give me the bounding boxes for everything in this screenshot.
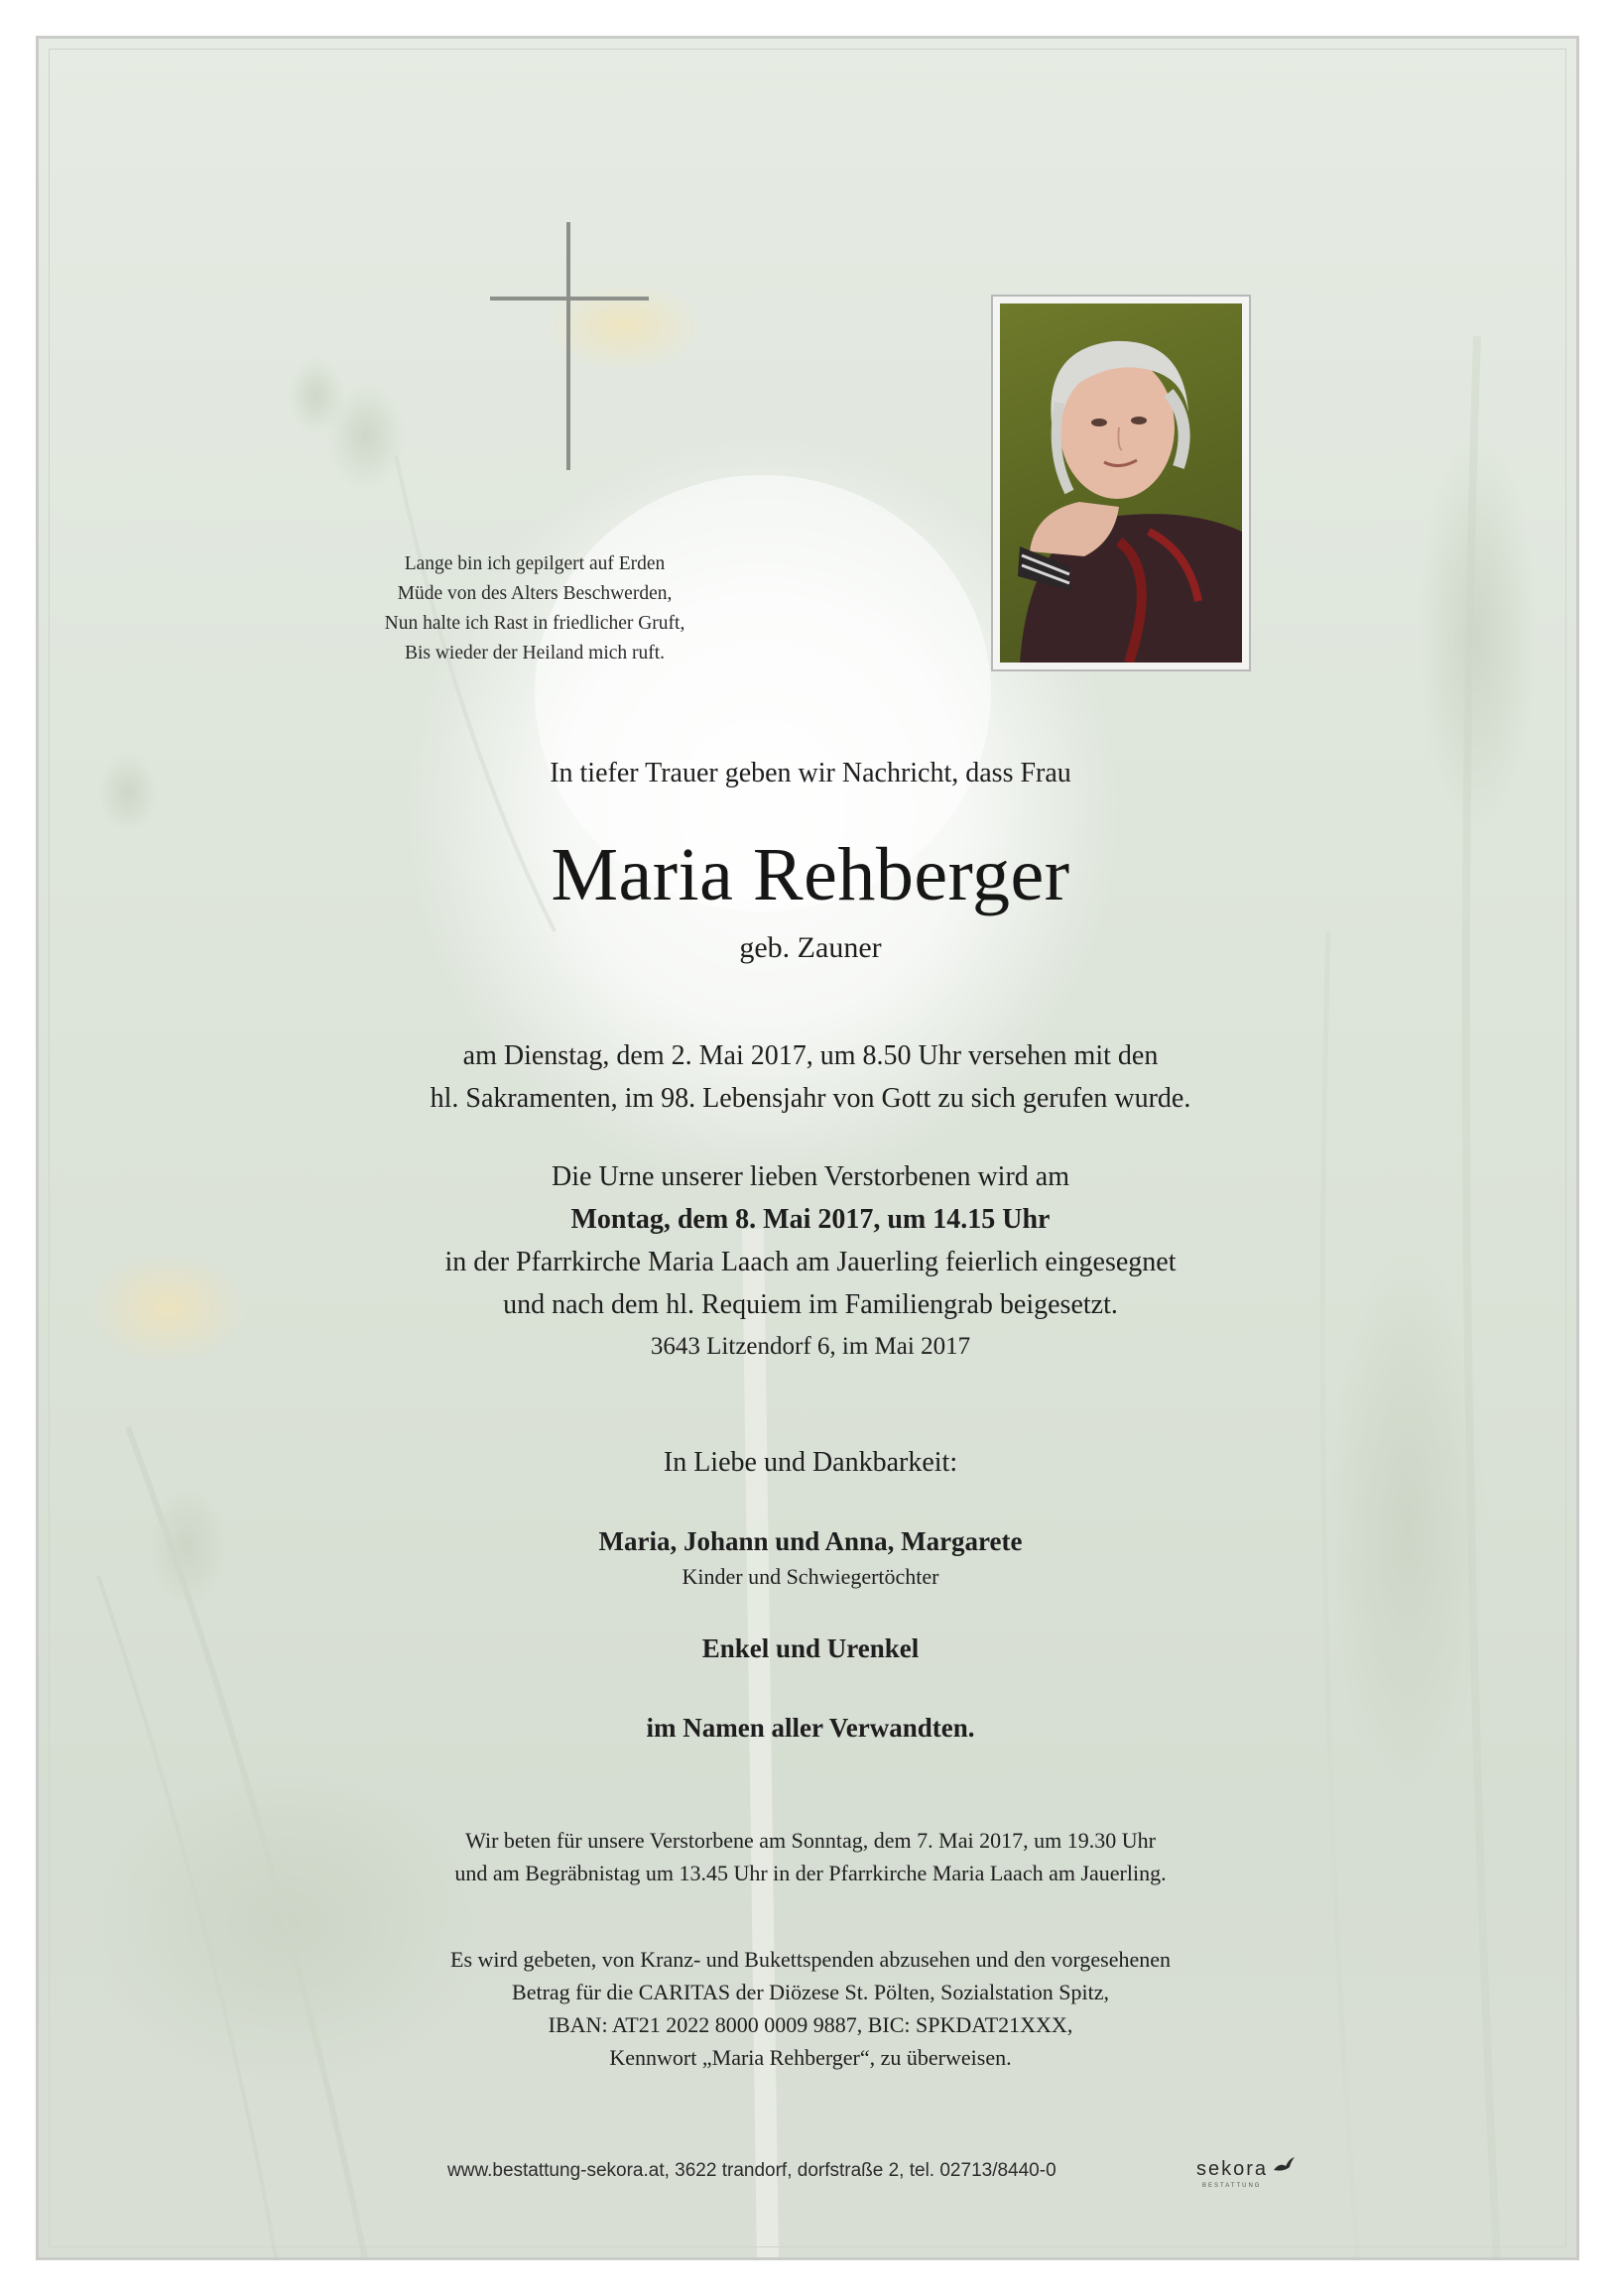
poem-line: Müde von des Alters Beschwerden, <box>397 583 673 604</box>
donation-notice <box>39 1943 1579 2074</box>
portrait-frame <box>991 295 1251 671</box>
poem-line: Bis wieder der Heiland mich ruft. <box>404 643 666 664</box>
logo-subtitle: BESTATTUNG <box>1202 2183 1262 2189</box>
obituary-sheet <box>36 36 1579 2260</box>
mourners-relatives: im Namen aller Verwandten. <box>646 1713 975 1743</box>
death-line: am Dienstag, dem 2. Mai 2017, um 8.50 Uhr versehen mit den <box>462 1040 1159 1071</box>
death-notice <box>39 1034 1579 1120</box>
logo-wordmark: sekora <box>1196 2158 1269 2180</box>
donation-line: Kennwort „Maria Rehberger“, zu überweisen. <box>609 2045 1012 2070</box>
deceased-name: Maria Rehberger <box>551 833 1070 916</box>
prayer-notice <box>39 1824 1579 1889</box>
prayer-line: und am Begräbnistag um 13.45 Uhr in der Pfarrkirche Maria Laach am Jauerling. <box>454 1861 1167 1885</box>
poem-line: Nun halte ich Rast in friedlicher Gruft, <box>384 613 685 634</box>
mourners-children: Maria, Johann und Anna, Margarete <box>598 1526 1023 1556</box>
mourners-children-role: Kinder und Schwiegertöchter <box>682 1564 939 1589</box>
poem <box>346 549 723 668</box>
donation-line: Betrag für die CARITAS der Diözese St. Pölten, Sozialstation Spitz, <box>512 1980 1109 2004</box>
sekora-logo <box>1196 2156 1305 2196</box>
footer <box>39 2156 1579 2196</box>
mourners-grandchildren: Enkel und Urenkel <box>701 1633 920 1663</box>
burial-line: und nach dem hl. Requiem im Familiengrab beigesetzt. <box>503 1289 1118 1320</box>
mourners-intro: In Liebe und Dankbarkeit: <box>663 1447 958 1478</box>
burial-date: Montag, dem 8. Mai 2017, um 14.15 Uhr <box>570 1204 1051 1235</box>
footer-contact: www.bestattung-sekora.at, 3622 trandorf, dorfstraße 2, tel. 02713/8440-0 <box>447 2160 1056 2181</box>
cross-icon <box>490 222 649 470</box>
donation-line: IBAN: AT21 2022 8000 0009 9887, BIC: SPKDAT21XXX, <box>548 2012 1073 2037</box>
dandelion-background <box>39 39 1579 2260</box>
death-line: hl. Sakramenten, im 98. Lebensjahr von Gott zu sich gerufen wurde. <box>430 1083 1191 1114</box>
portrait-illustration <box>1000 303 1242 663</box>
place-date: 3643 Litzendorf 6, im Mai 2017 <box>650 1333 971 1360</box>
donation-line: Es wird gebeten, von Kranz- und Bukettspenden abzusehen und den vorgesehenen <box>450 1947 1171 1972</box>
burial-line: in der Pfarrkirche Maria Laach am Jauerling feierlich eingesegnet <box>444 1247 1177 1277</box>
poem-line: Lange bin ich gepilgert auf Erden <box>404 553 666 574</box>
birth-name: geb. Zauner <box>739 931 882 964</box>
portrait-photo <box>1000 303 1242 663</box>
intro-text: In tiefer Trauer geben wir Nachricht, dass Frau <box>550 758 1071 788</box>
burial-line: Die Urne unserer lieben Verstorbenen wird am <box>552 1161 1069 1192</box>
prayer-line: Wir beten für unsere Verstorbene am Sonntag, dem 7. Mai 2017, um 19.30 Uhr <box>465 1828 1156 1853</box>
burial-notice <box>39 1155 1579 1326</box>
bird-icon <box>1272 2156 1296 2176</box>
